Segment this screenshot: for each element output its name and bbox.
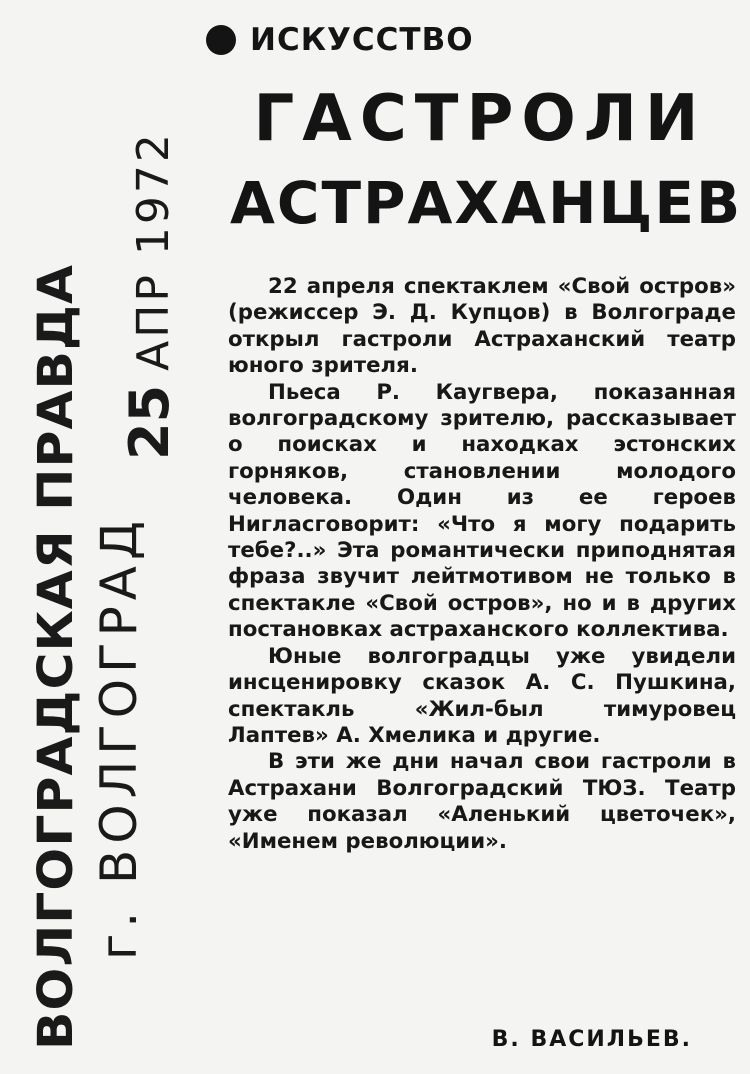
article-byline: В. ВАСИЛЬЕВ. <box>491 1027 692 1052</box>
section-rubric <box>206 22 474 58</box>
section-label: ИСКУССТВО <box>250 22 474 58</box>
stamp-day: 25 <box>118 384 181 460</box>
article-body <box>228 274 736 855</box>
stamp-newspaper-name: ВОЛГОГРАДСКАЯ ПРАВДА <box>28 263 84 1050</box>
article-paragraph-2: Пьеса Р. Каугвера, показанная волгоградскому зрителю, рассказывает о поисках и находках эстонских горняков, становлении молодого человека. Один из ее героев Нигласговорит: «Что я могу подарить тебе?..» Эта романтически приподнятая фраза звучит лейтмотивом не только в спектакле «Свой остров», но и в других постановках астраханского коллектива. <box>228 379 736 643</box>
article-headline <box>230 82 743 238</box>
headline-line-1: ГАСТРОЛИ <box>253 82 707 156</box>
article-paragraph-4: В эти же дни начал свои гастроли в Астрахани Волгоградский ТЮЗ. Театр уже показал «Аленький цветочек», «Именем революции». <box>228 749 736 854</box>
stamp-month-year: АПР 1972 <box>128 131 179 371</box>
article-paragraph-3: Юные волгоградцы уже увидели инсценировку сказок А. С. Пушкина, спектакль «Жил-был тимуровец Лаптев» А. Хмелика и другие. <box>228 643 736 748</box>
bullet-icon <box>206 25 236 55</box>
headline-line-2: АСТРАХАНЦЕВ <box>230 169 743 238</box>
stamp-date <box>118 131 181 460</box>
stamp-city: г. ВОЛГОГРАД <box>90 514 148 960</box>
article-paragraph-1: 22 апреля спектаклем «Свой остров» (режиссер Э. Д. Купцов) в Волгограде открыл гастроли Астраханский театр юного зрителя. <box>228 274 736 379</box>
